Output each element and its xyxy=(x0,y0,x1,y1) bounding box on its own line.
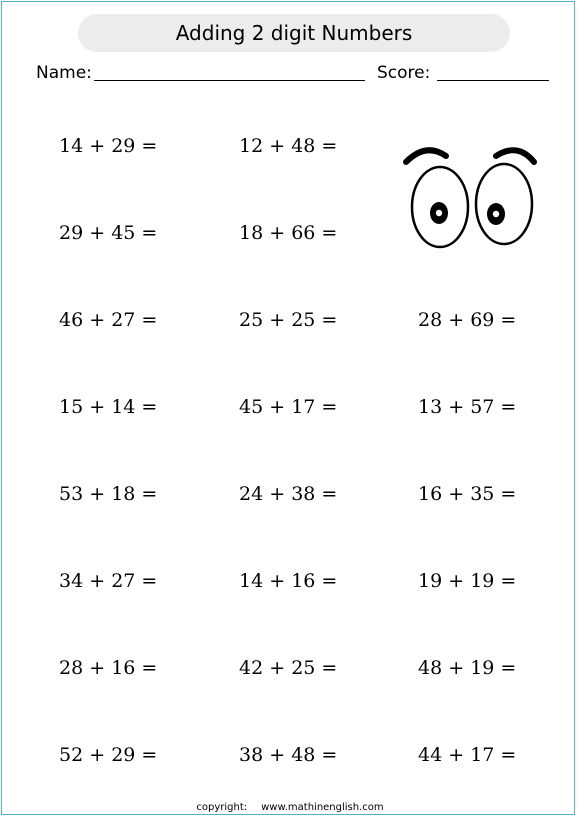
plus-sign: + xyxy=(269,222,286,244)
equals-sign: = xyxy=(141,396,158,418)
worksheet-page xyxy=(1,1,575,815)
equals-sign: = xyxy=(141,135,158,157)
equals-sign: = xyxy=(500,744,517,766)
problem-second-number: 57 xyxy=(470,396,495,418)
problem-second-number: 16 xyxy=(291,570,316,592)
problem-second-number: 18 xyxy=(111,483,136,505)
problem-second-number: 17 xyxy=(470,744,495,766)
plus-sign: + xyxy=(269,483,286,505)
equals-sign: = xyxy=(321,396,338,418)
problem-first-number: 16 xyxy=(418,483,443,505)
equals-sign: = xyxy=(500,483,517,505)
problem-first-number: 14 xyxy=(239,570,264,592)
problem-first-number: 12 xyxy=(239,135,264,157)
problem-item xyxy=(418,308,568,332)
problem-first-number: 45 xyxy=(239,396,264,418)
copyright-label: copyright: xyxy=(196,802,248,813)
equals-sign: = xyxy=(321,483,338,505)
problem-second-number: 35 xyxy=(470,483,495,505)
equals-sign: = xyxy=(500,396,517,418)
problem-second-number: 19 xyxy=(470,570,495,592)
problem-first-number: 44 xyxy=(418,744,443,766)
problem-second-number: 66 xyxy=(291,222,316,244)
problem-item xyxy=(239,134,389,158)
equals-sign: = xyxy=(321,657,338,679)
problem-item xyxy=(239,569,389,593)
problem-first-number: 42 xyxy=(239,657,264,679)
problem-first-number: 53 xyxy=(59,483,84,505)
equals-sign: = xyxy=(141,570,158,592)
plus-sign: + xyxy=(269,396,286,418)
plus-sign: + xyxy=(269,309,286,331)
problem-item xyxy=(59,308,209,332)
plus-sign: + xyxy=(448,657,465,679)
plus-sign: + xyxy=(269,657,286,679)
problem-first-number: 34 xyxy=(59,570,84,592)
plus-sign: + xyxy=(448,570,465,592)
plus-sign: + xyxy=(269,744,286,766)
problem-second-number: 38 xyxy=(291,483,316,505)
problem-first-number: 14 xyxy=(59,135,84,157)
equals-sign: = xyxy=(500,309,517,331)
plus-sign: + xyxy=(89,483,106,505)
problem-item xyxy=(418,743,568,767)
problem-first-number: 13 xyxy=(418,396,443,418)
cartoon-eyes-icon xyxy=(400,142,540,252)
problem-first-number: 18 xyxy=(239,222,264,244)
name-answer-line[interactable] xyxy=(94,80,365,81)
problem-second-number: 17 xyxy=(291,396,316,418)
name-score-row xyxy=(2,62,578,86)
problem-second-number: 29 xyxy=(111,744,136,766)
equals-sign: = xyxy=(321,135,338,157)
plus-sign: + xyxy=(89,657,106,679)
problem-item xyxy=(239,656,389,680)
plus-sign: + xyxy=(269,135,286,157)
equals-sign: = xyxy=(141,222,158,244)
plus-sign: + xyxy=(448,396,465,418)
equals-sign: = xyxy=(500,570,517,592)
score-label: Score: xyxy=(377,63,431,83)
problem-item xyxy=(239,221,389,245)
right-eye xyxy=(476,164,532,244)
problem-item xyxy=(418,482,568,506)
problem-item xyxy=(59,743,209,767)
right-eyebrow xyxy=(496,150,534,162)
equals-sign: = xyxy=(141,309,158,331)
problem-second-number: 25 xyxy=(291,657,316,679)
problem-first-number: 28 xyxy=(418,309,443,331)
equals-sign: = xyxy=(321,309,338,331)
plus-sign: + xyxy=(448,309,465,331)
equals-sign: = xyxy=(141,483,158,505)
problem-item xyxy=(418,395,568,419)
problem-second-number: 16 xyxy=(111,657,136,679)
title-text: Adding 2 digit Numbers xyxy=(175,21,413,45)
problem-item xyxy=(418,656,568,680)
problem-item xyxy=(59,482,209,506)
problem-first-number: 15 xyxy=(59,396,84,418)
plus-sign: + xyxy=(89,222,106,244)
equals-sign: = xyxy=(500,657,517,679)
equals-sign: = xyxy=(321,222,338,244)
score-answer-line[interactable] xyxy=(437,80,549,81)
problem-first-number: 46 xyxy=(59,309,84,331)
problem-second-number: 14 xyxy=(111,396,136,418)
name-label: Name: xyxy=(36,63,92,83)
plus-sign: + xyxy=(448,483,465,505)
problem-first-number: 38 xyxy=(239,744,264,766)
problem-second-number: 48 xyxy=(291,744,316,766)
problem-item xyxy=(59,656,209,680)
problem-item xyxy=(59,134,209,158)
footer xyxy=(2,802,578,813)
worksheet-title xyxy=(78,14,510,52)
problem-first-number: 24 xyxy=(239,483,264,505)
problem-first-number: 19 xyxy=(418,570,443,592)
problem-second-number: 69 xyxy=(470,309,495,331)
problem-item xyxy=(59,395,209,419)
problem-second-number: 48 xyxy=(291,135,316,157)
problem-second-number: 45 xyxy=(111,222,136,244)
problem-item xyxy=(239,743,389,767)
plus-sign: + xyxy=(269,570,286,592)
left-pupil-highlight xyxy=(436,210,442,216)
problem-item xyxy=(418,569,568,593)
problem-item xyxy=(59,569,209,593)
right-pupil-highlight xyxy=(493,211,499,217)
problem-second-number: 27 xyxy=(111,309,136,331)
equals-sign: = xyxy=(141,657,158,679)
problem-first-number: 28 xyxy=(59,657,84,679)
equals-sign: = xyxy=(321,570,338,592)
problem-second-number: 25 xyxy=(291,309,316,331)
plus-sign: + xyxy=(89,744,106,766)
plus-sign: + xyxy=(89,135,106,157)
equals-sign: = xyxy=(141,744,158,766)
problem-item xyxy=(239,308,389,332)
problem-second-number: 29 xyxy=(111,135,136,157)
problem-first-number: 52 xyxy=(59,744,84,766)
problem-item xyxy=(239,482,389,506)
plus-sign: + xyxy=(89,309,106,331)
problem-second-number: 27 xyxy=(111,570,136,592)
problem-first-number: 29 xyxy=(59,222,84,244)
problem-item xyxy=(59,221,209,245)
problem-second-number: 19 xyxy=(470,657,495,679)
plus-sign: + xyxy=(448,744,465,766)
plus-sign: + xyxy=(89,396,106,418)
equals-sign: = xyxy=(321,744,338,766)
website-link[interactable]: www.mathinenglish.com xyxy=(261,802,384,813)
problem-first-number: 48 xyxy=(418,657,443,679)
plus-sign: + xyxy=(89,570,106,592)
problem-first-number: 25 xyxy=(239,309,264,331)
left-eyebrow xyxy=(406,150,446,162)
problem-item xyxy=(239,395,389,419)
